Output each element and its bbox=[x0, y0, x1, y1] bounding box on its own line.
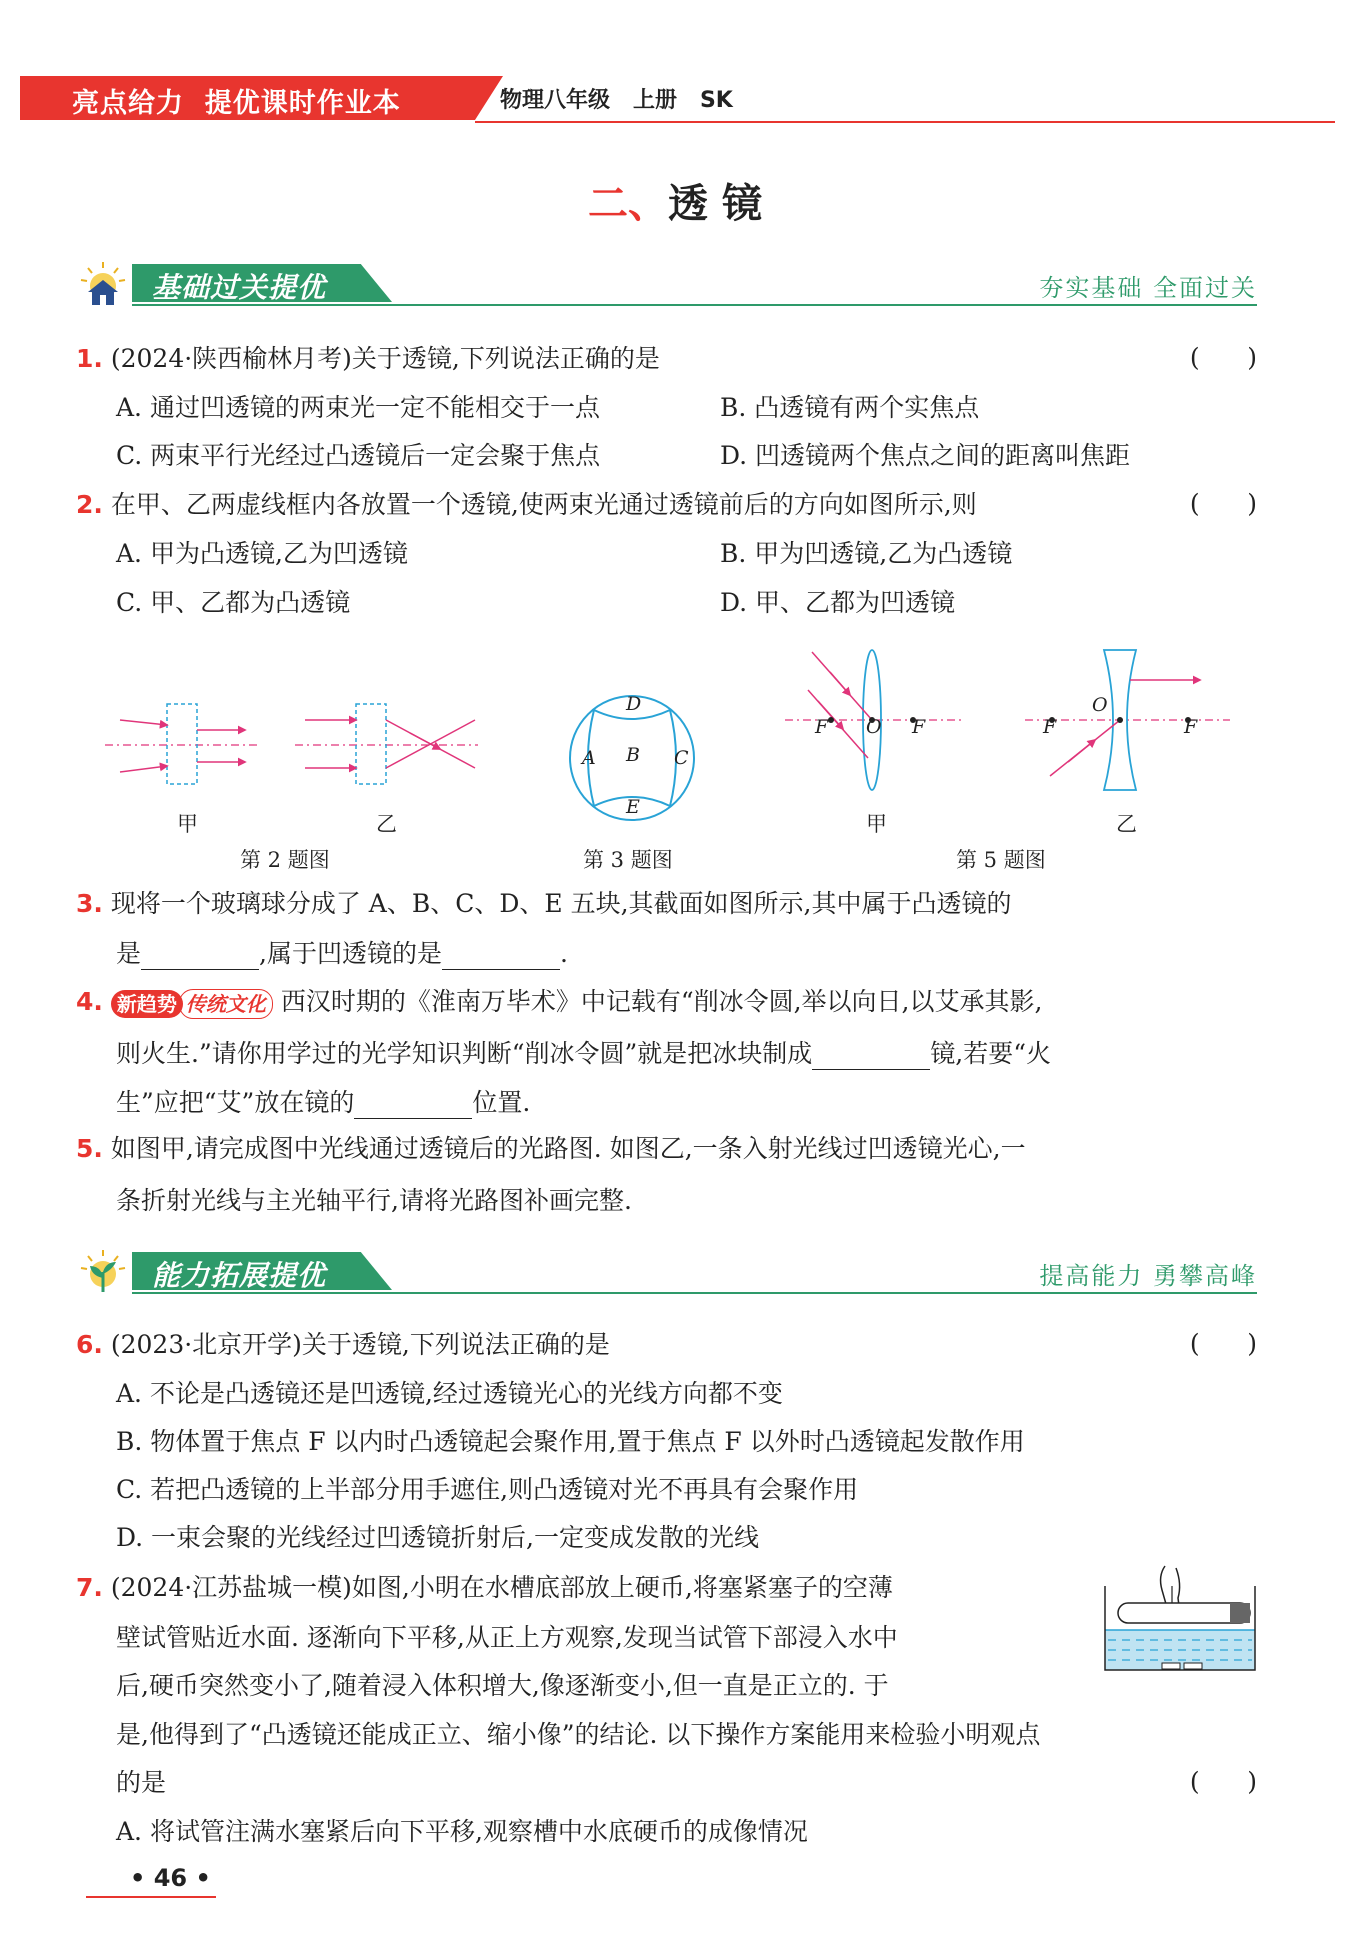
question-4-line-3 bbox=[116, 1083, 530, 1119]
question-number: 6. bbox=[76, 1330, 103, 1359]
figure-2-caption: 第 2 题图 bbox=[240, 848, 330, 872]
figure-5-jia-center: O bbox=[866, 716, 882, 738]
question-6-option-b: B. 物体置于焦点 F 以内时凸透镜起会聚作用,置于焦点 F 以外时凸透镜起发散作用 bbox=[116, 1427, 1025, 1456]
answer-paren: ( ) bbox=[1189, 1767, 1257, 1796]
section-basic-label: 基础过关提优 bbox=[152, 271, 327, 304]
section-ability-label: 能力拓展提优 bbox=[152, 1259, 327, 1292]
question-1-option-d: D. 凹透镜两个焦点之间的距离叫焦距 bbox=[720, 441, 1131, 470]
question-text: 西汉时期的《淮南万毕术》中记载有“削冰令圆,举以向日,以艾承其影, bbox=[280, 987, 1043, 1016]
figure-5-yi-center: O bbox=[1092, 694, 1108, 716]
answer-paren: ( ) bbox=[1189, 489, 1257, 518]
figure-3-label-e: E bbox=[626, 796, 640, 818]
question-1-option-a: A. 通过凹透镜的两束光一定不能相交于一点 bbox=[116, 393, 600, 422]
figure-3-caption: 第 3 题图 bbox=[583, 848, 673, 872]
question-2-option-c: C. 甲、乙都为凸透镜 bbox=[116, 588, 351, 617]
question-number: 1. bbox=[76, 344, 103, 373]
answer-paren: ( ) bbox=[1189, 1329, 1257, 1358]
question-2-stem bbox=[76, 485, 977, 525]
page-number: • 46 • bbox=[130, 1864, 211, 1892]
question-6-stem bbox=[76, 1325, 610, 1365]
question-text: 是 bbox=[116, 939, 142, 968]
question-1-option-c: C. 两束平行光经过凸透镜后一定会聚于焦点 bbox=[116, 441, 601, 470]
figure-7-water-tank bbox=[1100, 1556, 1260, 1716]
figure-2-jia-label: 甲 bbox=[177, 812, 198, 836]
question-text: (2024·江苏盐城一模)如图,小明在水槽底部放上硬币,将塞紧塞子的空薄 bbox=[110, 1573, 893, 1602]
culture-tag: 传统文化 bbox=[179, 989, 273, 1019]
page-number-rule bbox=[86, 1896, 216, 1898]
question-1-stem bbox=[76, 339, 660, 379]
page-title bbox=[0, 172, 1350, 229]
figures-row bbox=[0, 640, 1350, 840]
figure-3-label-c: C bbox=[674, 747, 689, 769]
question-7-line-3: 后,硬币突然变小了,随着浸入体积增大,像逐渐变小,但一直是正立的. 于 bbox=[116, 1671, 889, 1700]
section-ability-motto: 提高能力 勇攀高峰 bbox=[1039, 1262, 1257, 1290]
question-2-option-a: A. 甲为凸透镜,乙为凹透镜 bbox=[116, 539, 408, 568]
header-rule bbox=[475, 121, 1335, 123]
question-text: 则火生.”请你用学过的光学知识判断“削冰令圆”就是把冰块制成 bbox=[116, 1039, 813, 1068]
figure-2-jia bbox=[105, 704, 258, 784]
figure-3-label-d: D bbox=[626, 693, 642, 715]
question-7-line-5: 的是 bbox=[116, 1768, 167, 1797]
header-subject: 物理八年级 上册 SK bbox=[500, 88, 733, 113]
question-text: (2023·北京开学)关于透镜,下列说法正确的是 bbox=[110, 1330, 610, 1359]
question-text: 现将一个玻璃球分成了 A、B、C、D、E 五块,其截面如图所示,其中属于凸透镜的 bbox=[110, 889, 1012, 918]
figure-2-yi bbox=[295, 704, 478, 784]
question-6-option-c: C. 若把凸透镜的上半部分用手遮住,则凸透镜对光不再具有会聚作用 bbox=[116, 1475, 859, 1504]
section-basic-rule bbox=[132, 304, 1257, 306]
title-text: 透 镜 bbox=[668, 181, 762, 227]
question-number: 5. bbox=[76, 1134, 103, 1163]
figure-5-jia-label: 甲 bbox=[866, 812, 887, 836]
figure-5-yi-focus-left: F bbox=[1043, 716, 1057, 738]
section-basic-motto: 夯实基础 全面过关 bbox=[1039, 274, 1257, 302]
question-number: 2. bbox=[76, 490, 103, 519]
page-header bbox=[20, 76, 1335, 122]
question-7-option-a: A. 将试管注满水塞紧后向下平移,观察槽中水底硬币的成像情况 bbox=[116, 1817, 808, 1846]
question-3-line-2 bbox=[116, 934, 568, 970]
question-text: . bbox=[559, 939, 568, 968]
figure-5-jia-focus-right: F bbox=[912, 716, 926, 738]
question-6-option-a: A. 不论是凸透镜还是凹透镜,经过透镜光心的光线方向都不变 bbox=[116, 1379, 783, 1408]
question-6-option-d: D. 一束会聚的光线经过凹透镜折射后,一定变成发散的光线 bbox=[116, 1523, 759, 1552]
figure-5-caption: 第 5 题图 bbox=[956, 848, 1046, 872]
section-ability-header bbox=[72, 1246, 1257, 1296]
answer-blank[interactable] bbox=[354, 1091, 472, 1119]
question-number: 4. bbox=[76, 987, 103, 1016]
header-brand: 亮点给力 提优课时作业本 bbox=[72, 88, 401, 119]
figure-2-yi-label: 乙 bbox=[376, 812, 397, 836]
question-7-line-2: 壁试管贴近水面. 逐渐向下平移,从正上方观察,发现当试管下部浸入水中 bbox=[116, 1623, 898, 1652]
question-7-line-4: 是,他得到了“凸透镜还能成正立、缩小像”的结论. 以下操作方案能用来检验小明观点 bbox=[116, 1720, 1041, 1749]
section-ability-rule bbox=[132, 1292, 1257, 1294]
question-5-line-2: 条折射光线与主光轴平行,请将光路图补画完整. bbox=[116, 1186, 632, 1215]
section-basic-header bbox=[72, 258, 1257, 308]
title-number: 二、 bbox=[588, 181, 669, 227]
question-text: 位置. bbox=[472, 1088, 531, 1117]
question-1-option-b: B. 凸透镜有两个实焦点 bbox=[720, 393, 980, 422]
sprout-icon bbox=[78, 1248, 128, 1294]
question-text: ,属于凹透镜的是 bbox=[259, 939, 442, 968]
header-red-tip bbox=[475, 76, 503, 120]
question-3-line-1 bbox=[76, 884, 1012, 924]
question-number: 3. bbox=[76, 889, 103, 918]
question-7-line-1 bbox=[76, 1568, 893, 1608]
answer-blank[interactable] bbox=[442, 942, 560, 970]
question-text: 镜,若要“火 bbox=[930, 1039, 1052, 1068]
answer-paren: ( ) bbox=[1189, 343, 1257, 372]
question-5-line-1 bbox=[76, 1129, 1026, 1169]
question-2-option-d: D. 甲、乙都为凹透镜 bbox=[720, 588, 956, 617]
question-2-option-b: B. 甲为凹透镜,乙为凸透镜 bbox=[720, 539, 1013, 568]
figure-5-yi-label: 乙 bbox=[1116, 812, 1137, 836]
question-text: 如图甲,请完成图中光线通过透镜后的光路图. 如图乙,一条入射光线过凹透镜光心,一 bbox=[110, 1134, 1026, 1163]
trend-tag: 新趋势 bbox=[111, 990, 183, 1018]
answer-blank[interactable] bbox=[812, 1042, 930, 1070]
figure-5-yi-focus-right: F bbox=[1184, 716, 1198, 738]
question-number: 7. bbox=[76, 1573, 103, 1602]
question-4-line-1 bbox=[76, 982, 1042, 1022]
answer-blank[interactable] bbox=[141, 942, 259, 970]
house-lightbulb-icon bbox=[78, 260, 128, 306]
figure-5-jia-focus-left: F bbox=[815, 716, 829, 738]
figure-3-label-b: B bbox=[626, 744, 640, 766]
question-4-line-2 bbox=[116, 1034, 1051, 1070]
question-text: (2024·陕西榆林月考)关于透镜,下列说法正确的是 bbox=[110, 344, 660, 373]
question-text: 在甲、乙两虚线框内各放置一个透镜,使两束光通过透镜前后的方向如图所示,则 bbox=[110, 490, 977, 519]
question-text: 生”应把“艾”放在镜的 bbox=[116, 1088, 355, 1117]
figure-3-label-a: A bbox=[582, 747, 596, 769]
